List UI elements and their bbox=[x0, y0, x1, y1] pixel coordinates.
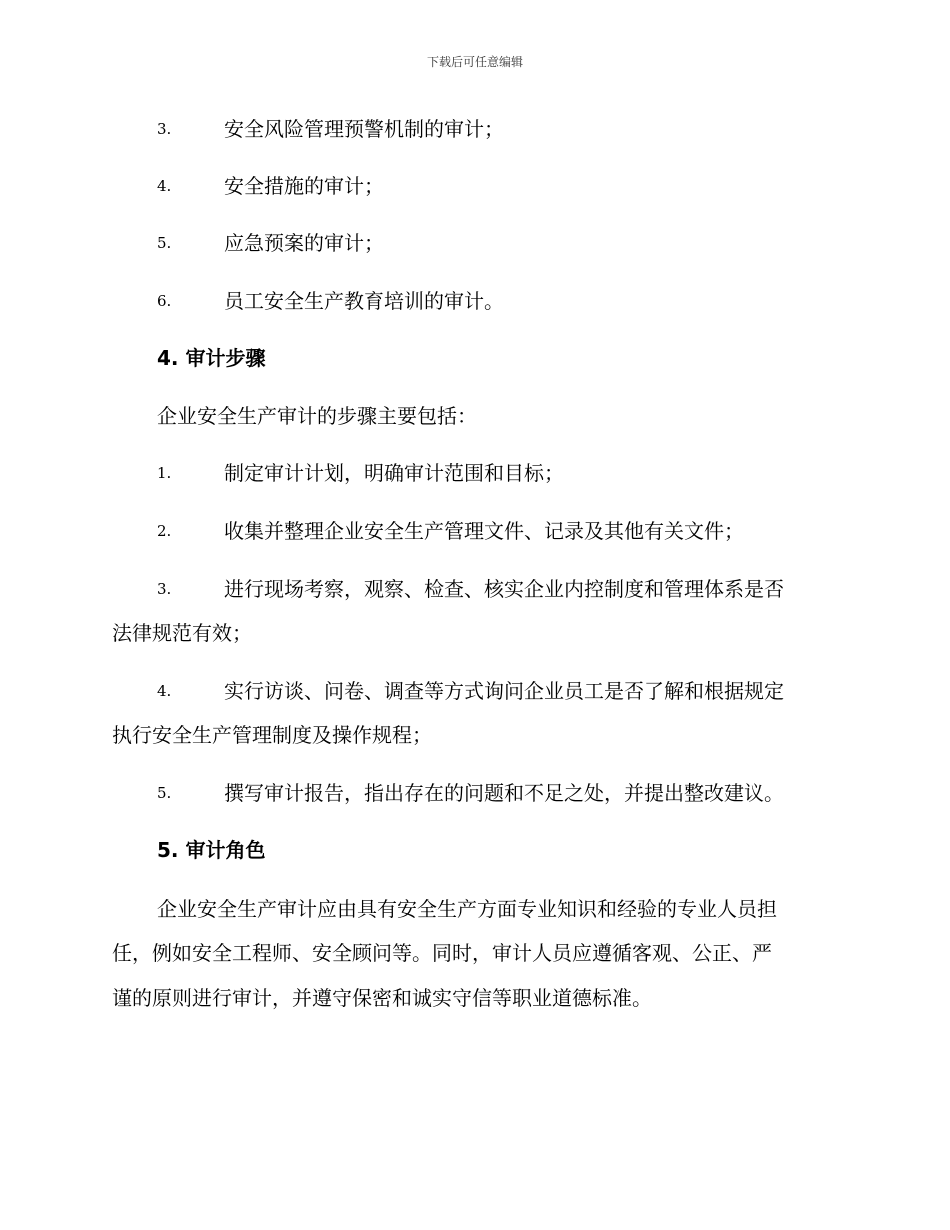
step-number: 1. bbox=[157, 464, 172, 482]
step-text: 进行现场考察，观察、检查、核实企业内控制度和管理体系是否 bbox=[224, 577, 784, 601]
list-item-number: 5. bbox=[157, 234, 172, 252]
step-text: 收集并整理企业安全生产管理文件、记录及其他有关文件； bbox=[224, 519, 744, 543]
step-text: 撰写审计报告，指出存在的问题和不足之处，并提出整改建议。 bbox=[224, 781, 784, 805]
step-number: 5. bbox=[157, 784, 172, 802]
step-number: 4. bbox=[157, 682, 172, 700]
page-header: 下载后可任意编辑 bbox=[426, 55, 523, 69]
section-5-text-line: 谨的原则进行审计，并遵守保密和诚实守信等职业道德标准。 bbox=[112, 986, 652, 1010]
step-text: 实行访谈、问卷、调查等方式询问企业员工是否了解和根据规定 bbox=[224, 679, 784, 703]
list-item-text: 安全风险管理预警机制的审计； bbox=[224, 117, 504, 141]
step-number: 2. bbox=[157, 522, 172, 540]
section-4-heading: 4. 审计步骤 bbox=[157, 346, 266, 370]
list-item-text: 应急预案的审计； bbox=[224, 231, 384, 255]
section-5-text-line: 企业安全生产审计应由具有安全生产方面专业知识和经验的专业人员担 bbox=[157, 897, 777, 921]
section-5-heading: 5. 审计角色 bbox=[157, 838, 266, 862]
section-4-intro: 企业安全生产审计的步骤主要包括： bbox=[157, 404, 477, 428]
list-item-number: 4. bbox=[157, 177, 172, 195]
list-item-number: 3. bbox=[157, 120, 172, 138]
list-item-text: 员工安全生产教育培训的审计。 bbox=[224, 289, 504, 313]
section-5-text-line: 任，例如安全工程师、安全顾问等。同时，审计人员应遵循客观、公正、严 bbox=[112, 941, 772, 965]
step-number: 3. bbox=[157, 580, 172, 598]
list-item-text: 安全措施的审计； bbox=[224, 174, 384, 198]
list-item-number: 6. bbox=[157, 292, 172, 310]
step-text-continuation: 执行安全生产管理制度及操作规程； bbox=[112, 723, 432, 747]
step-text-continuation: 法律规范有效； bbox=[112, 621, 252, 645]
step-text: 制定审计计划，明确审计范围和目标； bbox=[224, 461, 564, 485]
